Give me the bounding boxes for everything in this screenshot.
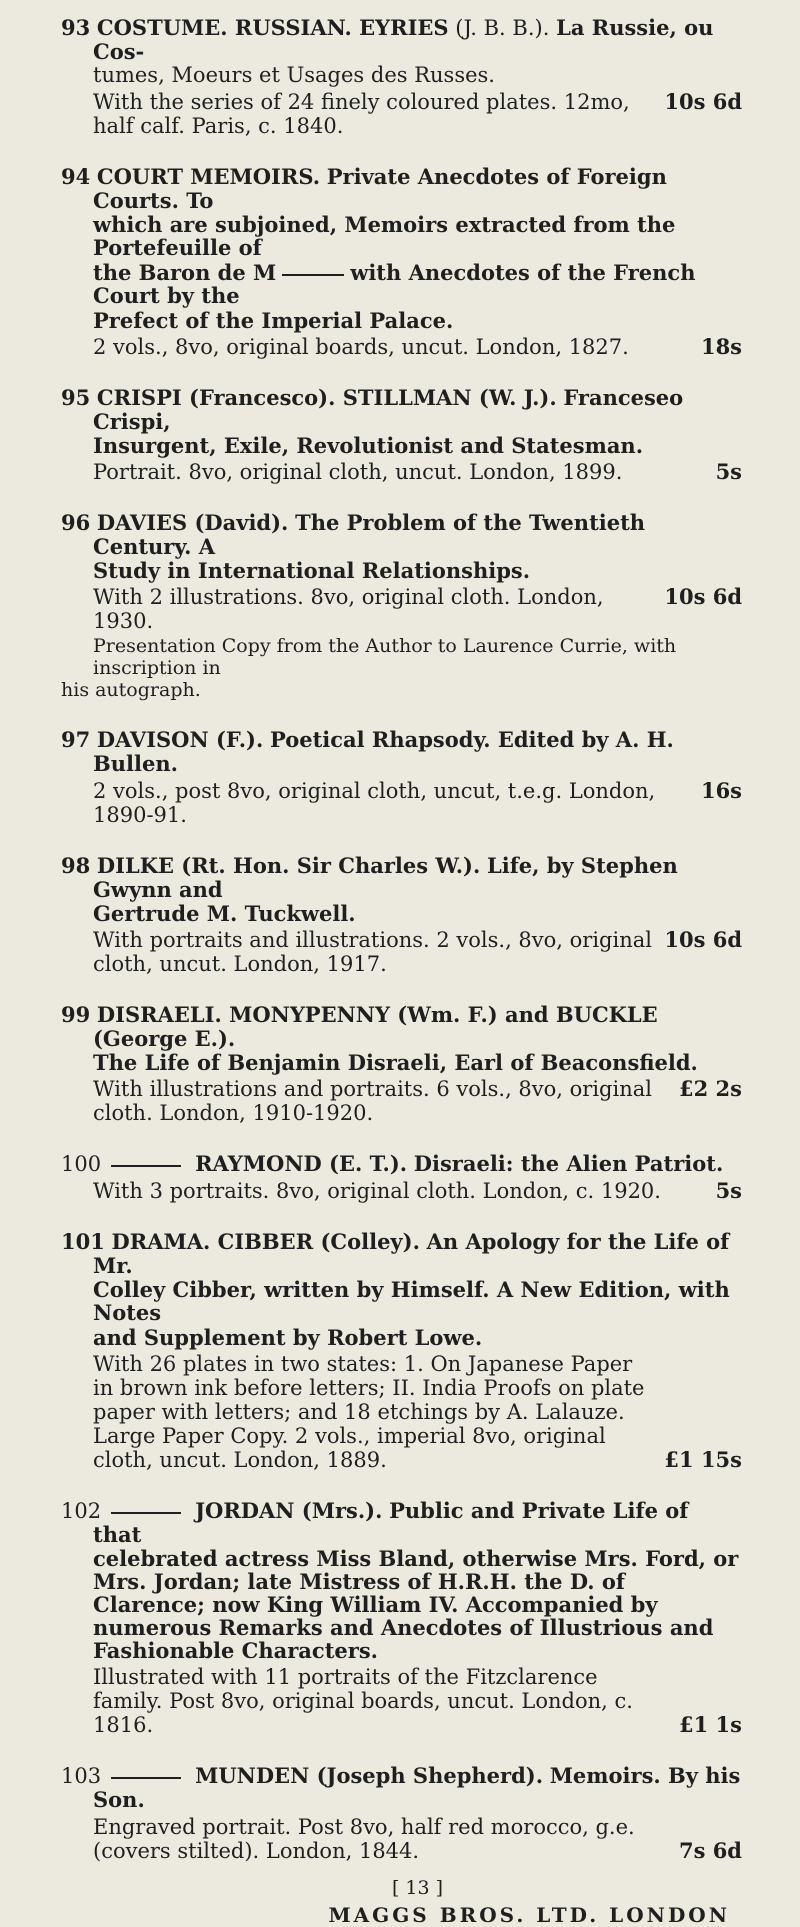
entry-physical: With 26 plates in two states: 1. On Japanese Paper in brown ink before letters; II. India Proofs on plate paper with letters; and 18 etchings by A. Lalauze. Large Paper Copy. 2 vols., imperial 8vo, original cloth, uncut. London, 1889. bbox=[93, 1352, 645, 1472]
entry-title: Poetical Rhapsody. Edited by A. H. Bullen. bbox=[93, 727, 674, 776]
lot-number: 101 bbox=[61, 1229, 105, 1254]
entry-heading: RAYMOND (E. T.). bbox=[195, 1151, 408, 1176]
lot-number: 96 bbox=[61, 510, 91, 535]
publisher-imprint: MAGGS BROS. LTD. LONDON bbox=[328, 1903, 730, 1927]
entry-title-cont: and Supplement by Robert Lowe. bbox=[93, 1325, 483, 1350]
entry-93 bbox=[61, 15, 742, 138]
entry-heading: MUNDEN (Joseph Shepherd). bbox=[195, 1763, 543, 1788]
page-number: [ 13 ] bbox=[391, 1877, 444, 1899]
lot-number: 97 bbox=[61, 727, 91, 752]
entry-title-cont: Prefect of the Imperial Palace. bbox=[93, 308, 454, 333]
entry-physical: Portrait. 8vo, original cloth, uncut. London, 1899. bbox=[93, 460, 623, 484]
entry-99 bbox=[61, 1002, 742, 1125]
dash-rule bbox=[111, 1165, 181, 1167]
lot-number: 93 bbox=[61, 15, 91, 40]
entry-title-cont: the Baron de M bbox=[93, 260, 277, 285]
entry-title: Private Anecdotes of Foreign Courts. To bbox=[93, 164, 667, 213]
entry-price: 10s 6d bbox=[664, 584, 742, 609]
entry-title: Public and Private Life of that bbox=[93, 1498, 689, 1547]
lot-number: 98 bbox=[61, 853, 91, 878]
lot-number: 95 bbox=[61, 385, 91, 410]
entry-94 bbox=[61, 164, 742, 359]
entry-author: (J. B. B.). bbox=[455, 16, 550, 40]
entry-title: Franceseo Crispi, bbox=[93, 385, 684, 434]
entry-103 bbox=[61, 1763, 742, 1863]
entry-95 bbox=[61, 385, 742, 484]
entry-note: his autograph. bbox=[61, 679, 201, 701]
lot-number: 99 bbox=[61, 1002, 91, 1027]
entry-heading: COURT MEMOIRS. bbox=[96, 164, 321, 189]
entry-price: 10s 6d bbox=[664, 927, 742, 952]
entry-heading: DILKE (Rt. Hon. Sir Charles W.). bbox=[96, 853, 481, 878]
lot-number: 94 bbox=[61, 164, 91, 189]
entry-96 bbox=[61, 510, 742, 701]
entry-title-cont: tumes, Moeurs et Usages des Russes. bbox=[93, 63, 495, 87]
entry-physical: With the series of 24 finely coloured plates. 12mo, half calf. Paris, c. 1840. bbox=[93, 90, 630, 138]
entry-97 bbox=[61, 727, 742, 827]
entry-101 bbox=[61, 1229, 742, 1472]
entry-102 bbox=[61, 1498, 742, 1737]
entry-title-cont: The Life of Benjamin Disraeli, Earl of Beaconsfield. bbox=[93, 1050, 698, 1075]
entry-title-cont: which are subjoined, Memoirs extracted from the Portefeuille of bbox=[93, 212, 676, 260]
lot-number: 100 bbox=[61, 1152, 102, 1176]
entry-price: 5s bbox=[715, 459, 742, 484]
entry-physical: With illustrations and portraits. 6 vols., 8vo, original cloth. London, 1910-1920. bbox=[93, 1077, 652, 1125]
entry-heading: DRAMA. CIBBER (Colley). bbox=[111, 1229, 420, 1254]
entry-note: Presentation Copy from the Author to Laurence Currie, with inscription in bbox=[93, 635, 677, 679]
entry-price: 10s 6d bbox=[664, 89, 742, 114]
entry-title-cont: with Anecdotes of the French Court by the bbox=[93, 260, 696, 308]
dash-rule bbox=[282, 274, 344, 276]
entry-heading: DISRAELI. MONYPENNY (Wm. F.) and BUCKLE (George E.). bbox=[93, 1002, 658, 1051]
entry-title-cont: Study in International Relationships. bbox=[93, 558, 531, 583]
entry-100 bbox=[61, 1151, 742, 1203]
entry-heading: CRISPI (Francesco). STILLMAN (W. J.). bbox=[96, 385, 557, 410]
entry-physical: 2 vols., post 8vo, original cloth, uncut, t.e.g. London, 1890-91. bbox=[93, 779, 656, 827]
entry-title: Memoirs. By his Son. bbox=[93, 1763, 741, 1812]
entry-physical: With 2 illustrations. 8vo, original cloth. London, 1930. bbox=[93, 585, 604, 633]
entry-title-cont: celebrated actress Miss Bland, otherwise Mrs. Ford, or Mrs. Jordan; late Mistress of H.R.H. the D. of Clarence; now King William IV. Accompanied by numerous Remarks and Anecdotes of Illustrious and Fashionable Characters. bbox=[93, 1546, 739, 1663]
entry-title: The Problem of the Twentieth Century. A bbox=[93, 510, 646, 559]
entry-title: La Russie, ou Cos- bbox=[93, 15, 714, 64]
entry-price: 16s bbox=[700, 778, 742, 803]
entry-title-cont: Colley Cibber, written by Himself. A New Edition, with Notes bbox=[93, 1277, 730, 1325]
dash-rule bbox=[111, 1512, 181, 1514]
entry-title-cont: Insurgent, Exile, Revolutionist and Statesman. bbox=[93, 433, 644, 458]
entry-physical: With 3 portraits. 8vo, original cloth. London, c. 1920. bbox=[93, 1179, 661, 1203]
entry-98 bbox=[61, 853, 742, 976]
dash-rule bbox=[111, 1777, 181, 1779]
entry-title: Disraeli: the Alien Patriot. bbox=[413, 1151, 724, 1176]
entry-title-cont: Gertrude M. Tuckwell. bbox=[93, 901, 356, 926]
entry-heading: COSTUME. RUSSIAN. EYRIES bbox=[96, 15, 449, 40]
entry-price: £1 15s bbox=[664, 1447, 742, 1472]
entry-title: An Apology for the Life of Mr. bbox=[93, 1229, 730, 1278]
entry-physical: With portraits and illustrations. 2 vols., 8vo, original cloth, uncut. London, 1917. bbox=[93, 928, 652, 976]
entry-price: £1 1s bbox=[679, 1712, 742, 1737]
entry-price: 18s bbox=[700, 334, 742, 359]
entry-title: Life, by Stephen Gwynn and bbox=[93, 853, 678, 902]
entry-heading: JORDAN (Mrs.). bbox=[195, 1498, 383, 1523]
entry-price: 7s 6d bbox=[678, 1838, 742, 1863]
entry-price: 5s bbox=[715, 1178, 742, 1203]
entry-physical: Engraved portrait. Post 8vo, half red morocco, g.e. (covers stilted). London, 1844. bbox=[93, 1815, 635, 1863]
lot-number: 102 bbox=[61, 1499, 102, 1523]
entry-heading: DAVIES (David). bbox=[96, 510, 289, 535]
entry-heading: DAVISON (F.). bbox=[96, 727, 264, 752]
entry-physical: Illustrated with 11 portraits of the Fitzclarence family. Post 8vo, original boards, uncut. London, c. 1816. bbox=[93, 1665, 633, 1737]
entry-price: £2 2s bbox=[679, 1076, 742, 1101]
entry-physical: 2 vols., 8vo, original boards, uncut. London, 1827. bbox=[93, 335, 629, 359]
lot-number: 103 bbox=[61, 1764, 102, 1788]
